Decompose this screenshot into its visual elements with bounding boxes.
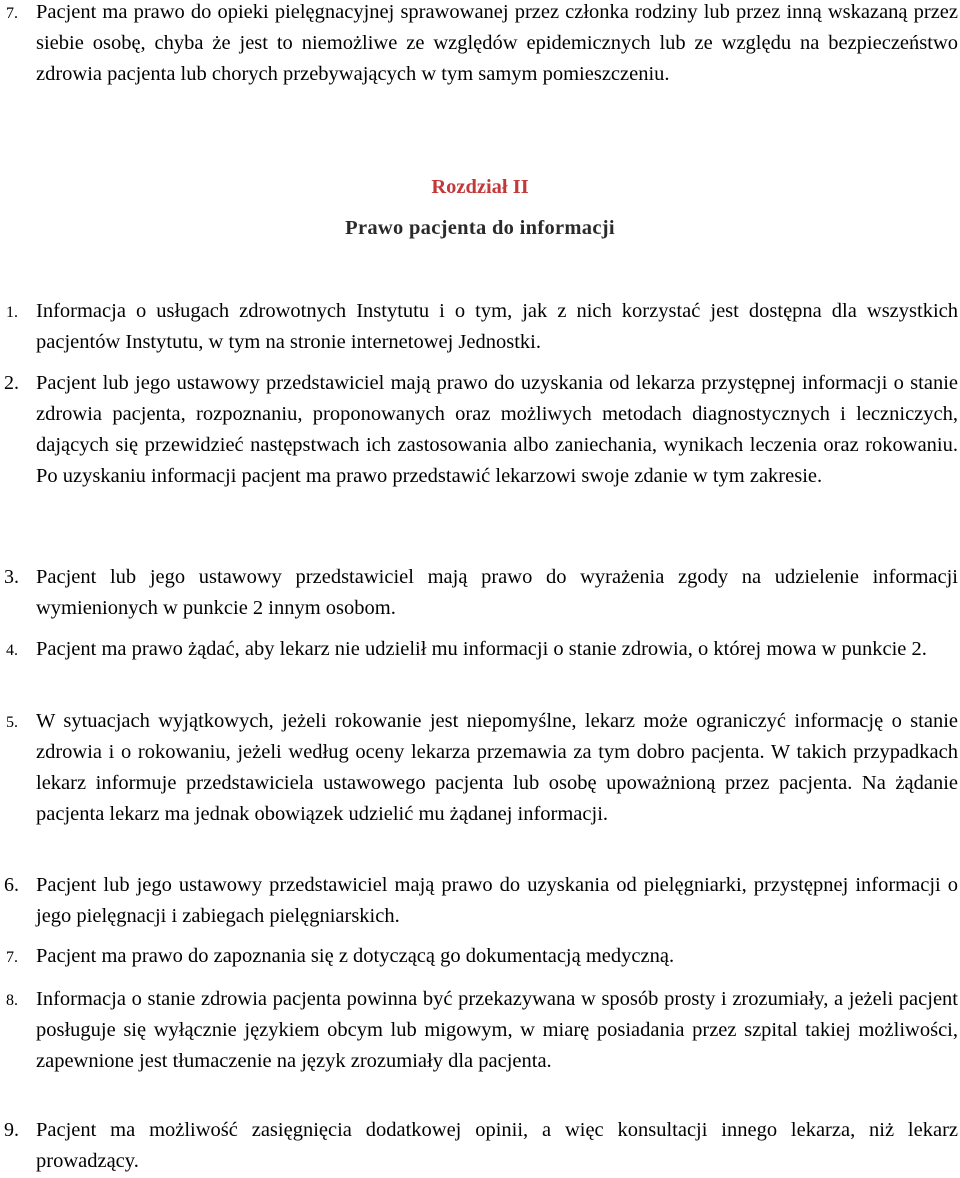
item-text: Pacjent ma możliwość zasięgnięcia dodatkowej opinii, a więc konsultacji innego lekarza, niż lekarz prowadzący. — [36, 1119, 958, 1172]
list-item-8 — [0, 984, 958, 1077]
item-text: Pacjent lub jego ustawowy przedstawiciel mają prawo do uzyskania od pielęgniarki, przystępnej informacji o jego pielęgnacji i zabiegach pielęgniarskich. — [36, 874, 958, 927]
item-text: Pacjent ma prawo żądać, aby lekarz nie udzielił mu informacji o stanie zdrowia, o której mowa w punkcie 2. — [36, 638, 927, 660]
list-item-5 — [0, 706, 958, 830]
list-item-6 — [0, 870, 958, 932]
item-text: W sytuacjach wyjątkowych, jeżeli rokowanie jest niepomyślne, lekarz może ograniczyć informację o stanie zdrowia i o rokowaniu, jeżeli według oceny lekarza przemawia za tym dobro pacjenta. W takich przypadkach lekarz informuje przedstawiciela ustawowego pacjenta lub osobę upoważnioną przez pacjenta. Na żądanie pacjenta lekarz ma jednak obowiązek udzielić mu żądanej informacji. — [36, 710, 958, 825]
item-text: Pacjent lub jego ustawowy przedstawiciel mają prawo do wyrażenia zgody na udzielenie informacji wymienionych w punkcie 2 innym osobom. — [36, 566, 958, 619]
item-text: Informacja o stanie zdrowia pacjenta powinna być przekazywana w sposób prosty i zrozumiały, a jeżeli pacjent posługuje się wyłącznie językiem obcym lub migowym, w miarę posiadania przez szpital takiej możliwości, zapewnione jest tłumaczenie na język zrozumiały dla pacjenta. — [36, 988, 958, 1072]
item-number: 4. — [6, 642, 18, 659]
item-number: 3. — [4, 566, 19, 588]
section-title: Prawo pacjenta do informacji — [345, 217, 615, 239]
list-item-7 — [0, 941, 958, 973]
item-number: 7. — [6, 5, 18, 22]
item-number: 9. — [4, 1119, 19, 1141]
list-item-prev-7 — [0, 0, 958, 90]
item-number: 5. — [6, 714, 18, 731]
list-item-4 — [0, 634, 958, 666]
list-item-3 — [0, 562, 958, 624]
item-text: Informacja o usługach zdrowotnych Instytutu i o tym, jak z nich korzystać jest dostępna dla wszystkich pacjentów Instytutu, w tym na stronie internetowej Jednostki. — [36, 300, 958, 353]
item-number: 8. — [6, 992, 18, 1009]
item-text: Pacjent ma prawo do opieki pielęgnacyjnej sprawowanej przez członka rodziny lub przez inną wskazaną przez siebie osobę, chyba że jest to niemożliwe ze względów epidemicznych lub ze względu na bezpieczeństwo zdrowia pacjenta lub chorych przebywających w tym samym pomieszczeniu. — [36, 1, 958, 85]
item-text: Pacjent ma prawo do zapoznania się z dotyczącą go dokumentacją medyczną. — [36, 945, 675, 967]
item-number: 6. — [4, 874, 19, 896]
item-number: 1. — [6, 304, 18, 321]
list-item-9 — [0, 1115, 958, 1177]
item-number: 2. — [4, 372, 19, 394]
list-item-1 — [0, 296, 958, 358]
list-item-2 — [0, 368, 958, 492]
item-text: Pacjent lub jego ustawowy przedstawiciel mają prawo do uzyskania od lekarza przystępnej informacji o stanie zdrowia pacjenta, rozpoznaniu, proponowanych oraz możliwych metodach diagnostycznych i leczniczych, dających się przewidzieć następstwach ich zastosowania albo zaniechania, wynikach leczenia oraz rokowaniu. Po uzyskaniu informacji pacjent ma prawo przedstawić lekarzowi swoje zdanie w tym zakresie. — [36, 372, 958, 487]
item-number: 7. — [6, 949, 18, 966]
chapter-heading: Rozdział II — [431, 176, 529, 198]
